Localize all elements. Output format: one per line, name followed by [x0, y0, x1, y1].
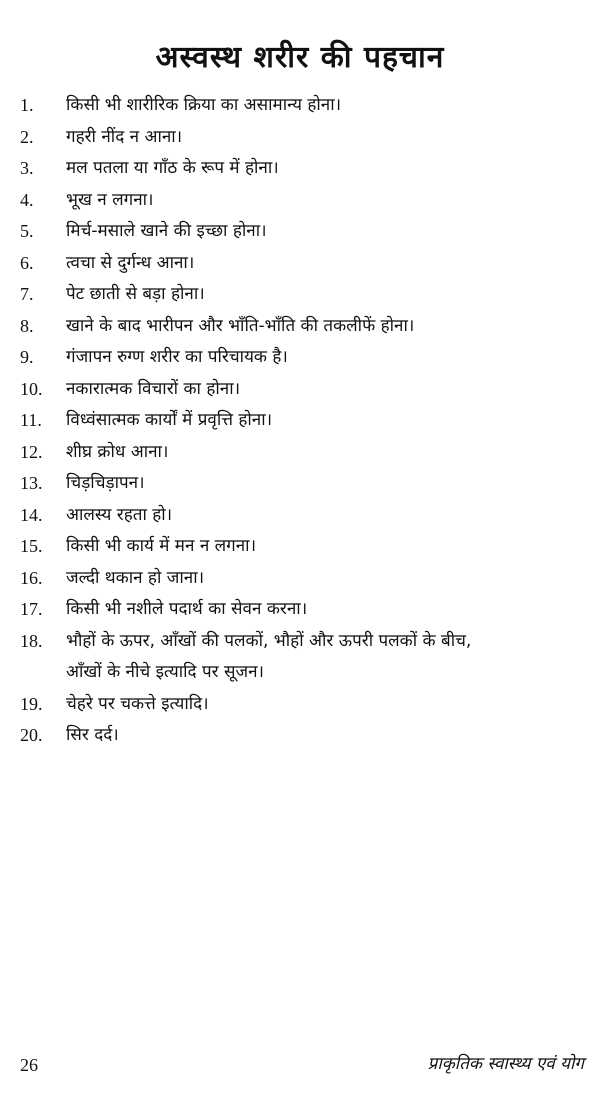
item-number: 17.: [20, 599, 43, 619]
item-text: जल्दी थकान हो जाना।: [66, 567, 205, 588]
list-item: [0, 122, 600, 154]
item-text: नकारात्मक विचारों का होना।: [66, 378, 241, 399]
list-item: [0, 153, 600, 185]
list-item: [0, 405, 600, 437]
item-number: 8.: [20, 315, 34, 336]
item-number: 14.: [20, 504, 43, 525]
item-text: मल पतला या गाँठ के रूप में होना।: [66, 158, 279, 178]
item-text: चिड़चिड़ापन।: [66, 473, 145, 493]
item-number: 5.: [20, 221, 34, 241]
list-item: [0, 594, 600, 626]
item-text: त्वचा से दुर्गन्ध आना।: [66, 252, 195, 273]
item-text: चेहरे पर चकत्ते इत्यादि।: [66, 693, 209, 714]
item-text: आलस्य रहता हो।: [66, 504, 173, 525]
list-item: [0, 311, 600, 343]
item-text: गहरी नींद न आना।: [66, 126, 183, 147]
book-title: प्राकृतिक स्वास्थ्य एवं योग: [427, 1054, 584, 1074]
item-number: 4.: [20, 189, 34, 210]
item-number: 7.: [20, 284, 34, 304]
item-number: 12.: [20, 441, 43, 462]
list-item: [0, 437, 600, 469]
item-text: गंजापन रुग्ण शरीर का परिचायक है।: [66, 347, 288, 367]
page-title: अस्वस्थ शरीर की पहचान: [155, 40, 445, 75]
item-number: 15.: [20, 536, 43, 556]
list-item: [0, 185, 600, 217]
item-number: 1.: [20, 95, 34, 115]
list-item: [0, 468, 600, 500]
item-text: भौहों के ऊपर, आँखों की पलकों, भौहों और ऊपरी पलकों के बीच, आँखों के नीचे इत्यादि पर सूजन।: [66, 630, 472, 682]
item-number: 2.: [20, 126, 34, 147]
item-number: 6.: [20, 252, 34, 273]
list-item: [0, 90, 600, 122]
item-number: 11.: [20, 410, 42, 430]
item-text: किसी भी कार्य में मन न लगना।: [66, 536, 257, 556]
symptom-list: [0, 90, 600, 752]
item-text: विध्वंसात्मक कार्यों में प्रवृत्ति होना।: [66, 410, 273, 430]
item-text: खाने के बाद भारीपन और भाँति-भाँति की तकलीफें होना।: [66, 315, 415, 336]
item-text: शीघ्र क्रोध आना।: [66, 441, 169, 462]
item-text: मिर्च-मसाले खाने की इच्छा होना।: [66, 221, 267, 241]
item-number: 10.: [20, 378, 43, 399]
item-number: 3.: [20, 158, 34, 178]
list-item: [0, 689, 600, 721]
item-number: 16.: [20, 567, 43, 588]
item-number: 19.: [20, 693, 43, 714]
list-item: [0, 248, 600, 280]
list-item: [0, 216, 600, 248]
item-text: किसी भी नशीले पदार्थ का सेवन करना।: [66, 599, 308, 619]
page-number: 26: [20, 1055, 38, 1075]
list-item: [0, 279, 600, 311]
item-number: 13.: [20, 473, 43, 493]
list-item: [0, 720, 600, 752]
item-text: भूख न लगना।: [66, 189, 154, 210]
item-number: 18.: [20, 630, 43, 651]
list-item: [0, 342, 600, 374]
list-item: [0, 374, 600, 406]
list-item: [0, 563, 600, 595]
item-number: 20.: [20, 725, 43, 745]
item-text: पेट छाती से बड़ा होना।: [66, 284, 205, 304]
list-item: [0, 531, 600, 563]
list-item: [0, 626, 600, 689]
item-text: किसी भी शारीरिक क्रिया का असामान्य होना।: [66, 95, 342, 115]
list-item: [0, 500, 600, 532]
item-text: सिर दर्द।: [66, 725, 119, 745]
item-number: 9.: [20, 347, 34, 367]
